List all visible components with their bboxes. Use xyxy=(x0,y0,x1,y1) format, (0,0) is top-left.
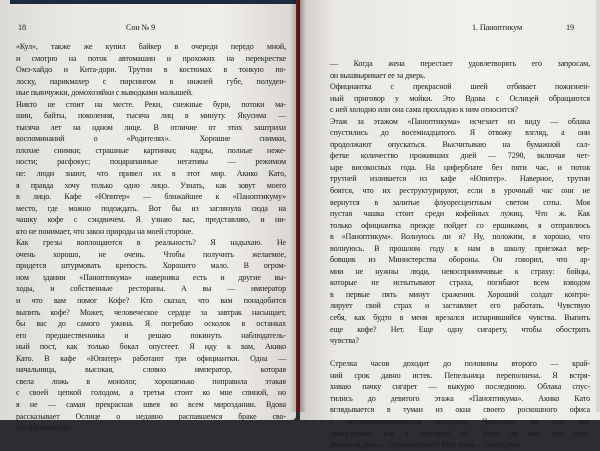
text-line: лоску, парикмахер с пирсингом в нижней губе, полуден- xyxy=(16,76,286,86)
text-line: Никто не стоит на месте. Реки, снежные бури, потоки ма- xyxy=(16,99,286,109)
text-line: чувства? xyxy=(330,336,359,346)
text-line: воспоминаний о «Родителях». Хорошие снимки, xyxy=(16,134,286,144)
text-line: он вышвыривает ее за дверь. xyxy=(330,70,426,80)
text-line: с кондиционированным воздухом. Чувствует ли она мое xyxy=(330,416,590,426)
text-line: Этаж за этажом «Паноптикума» исчезает из виду — облака xyxy=(330,116,590,126)
right-text-block xyxy=(330,58,590,451)
text-line: свела ложь в монолог, хорошенько поправила этакая xyxy=(16,376,286,386)
text-line: и смотрю на поток автомашин и прохожих на перекрестке xyxy=(16,53,286,63)
text-line: шин, байты, поколения, тысяча лиц в минуту. Якусима — xyxy=(16,111,286,121)
text-line: тились до девятого этажа «Паноптикума». Акико Като xyxy=(330,393,590,403)
left-page-number: 18 xyxy=(18,23,26,32)
text-line: ний срок давно истек. Пепельница переполнена. Я встря- xyxy=(330,370,590,380)
cover-edge xyxy=(10,0,296,4)
text-line: которые не испытывают страха, погибают всем взводом xyxy=(330,278,590,288)
text-line: — Когда жена перестает удовлетворять его запросам, xyxy=(330,59,590,68)
paragraph-gap xyxy=(330,347,590,359)
text-line: с своей цепкой голодом, а третья стоит ко мне спиной, но xyxy=(16,388,286,398)
text-line: бовщик из Министерства обороны. Он говорил, что ар- xyxy=(330,255,590,265)
text-line: место, где можно подождать. Вот бы из заглянула сюда на xyxy=(16,203,286,213)
text-line: его парикмахера: xyxy=(16,423,73,433)
left-text-block xyxy=(16,41,286,434)
left-page xyxy=(0,0,296,433)
text-line: Омэ-хайдо и Китa-дори. Трутни в костюмах в тонкую по- xyxy=(16,65,286,75)
text-line: Официантка с прекрасной шеей отбивает пожизнен- xyxy=(330,82,590,92)
text-line: трутней изливается из кафе «Юпитер». Наверное, трутни xyxy=(330,174,590,184)
text-line: ходы, и собственные рестораны. А вы — император xyxy=(16,284,286,294)
text-line: присутствие, как я чувствую ее? Знает ли она, что сего- xyxy=(330,428,590,438)
text-line: мии не нужны люди, невосприимчивые к страху: бойцы, xyxy=(330,266,590,276)
right-page xyxy=(300,0,600,450)
text-line: лирует свой страх и заставляет его работать. Чувствую xyxy=(330,301,590,311)
text-line: себя, как будто в меня врезался испарившийся чувства. Выпить xyxy=(330,313,590,323)
text-line: ыре високосных года. На циферблате без пяти час, и поток xyxy=(330,162,590,172)
text-line: бы вас до самого ужина. Я погребаю осколок в останках xyxy=(16,319,286,329)
text-line: «Кул», также же купил байкер в очереди передо мной, xyxy=(16,42,286,51)
text-line: боятся, что их реструктурируют, если в урочный час они не xyxy=(330,186,590,196)
text-line: его предшественника и решаю покинуть наблюдатель- xyxy=(16,330,286,340)
left-running-head: Сон № 9 xyxy=(126,23,156,32)
text-line: не: люди знают, что привел их в этот мир. Акико Като, xyxy=(16,169,286,179)
page-stack-edge xyxy=(596,0,600,412)
text-line: хиваю пачку сигарет — выкурю последнюю. Облака спус- xyxy=(330,382,590,392)
text-line: начальница, высокая, словно император, которая xyxy=(16,365,286,375)
text-line: плохие снимки; страшные картинки; кадры, полные неже- xyxy=(16,145,286,155)
text-line: тысяча лет на одном лице. В отличие от этих заштрихи xyxy=(16,122,286,132)
text-line: чашку кофе с сэндвичем. Я узнаю вас, представляю, и ни- xyxy=(16,215,286,225)
text-line: я правда хочу только одно лицо. Узнать, как зовут моего xyxy=(16,180,286,190)
text-line: Как грезы воплощаются в реальность? Я надыхаю. Не xyxy=(16,238,286,248)
text-line: очень хорошо, не очень. Чтобы получить желаемое, xyxy=(16,249,286,259)
text-line: спустились до восемнадцатого. Я отвожу взгляд, а они xyxy=(330,128,590,138)
text-line: вернутся в залитые флуоресцентным светом соты. Моя xyxy=(330,197,590,207)
text-line: и что вам помог Кофе? Кто сказал, что вам понадобится xyxy=(16,296,286,306)
text-line: ные пьянчужки, домохозяйки с выводками малышей. xyxy=(16,88,193,98)
text-line: в лицо. Кафе «Юпитер» — ближайшее к «Паноптикуму» xyxy=(16,192,286,202)
text-line: я не — самая прекрасная швея во всем мироздании. Вдова xyxy=(16,399,286,409)
text-line: продолжают опускаться. Высчитываю на бумажной сал- xyxy=(330,139,590,149)
text-line: в первые пять минут сражения. Хороший солдат контро- xyxy=(330,289,590,299)
text-line: ный приговор у мойки. Это Вдова с Ослицей обращаются xyxy=(330,93,590,103)
text-line: пустая чашка стоит среди кофейных лужиц. Что ж. Как xyxy=(330,209,590,219)
text-line: в «Паноптикум». Волнуюсь ли я? Ну, положим, я хорошо, что xyxy=(330,232,590,242)
text-line: рассказывает Ослице о недавно распавшемся браке сво- xyxy=(16,411,286,421)
text-line: кто не понимает, что закон природы на моей стороне. xyxy=(16,226,194,236)
text-line: выпить кофе? Может, человеческое сердце за завтрак насыщает, xyxy=(16,307,286,317)
text-line: волнуюсь. В прошлом году к нам в школу приезжал вер- xyxy=(330,243,590,253)
right-running-head: 1. Паноптикум xyxy=(472,23,523,32)
text-line: дняшний день — судьбоносный? Еще одна — последняя xyxy=(330,440,520,450)
text-line: Като. В кафе «Юпитер» работают три официантки. Одна — xyxy=(16,353,286,363)
text-line: с ней холодно или она сама прохладно к ним относится? xyxy=(330,105,518,115)
text-line: ности; расфокус; поцарапанные негативы — режимом xyxy=(16,157,286,167)
text-line: еще кофе? Нет. Еще одну сигарету, чтобы обострить xyxy=(330,324,590,334)
text-line: только официантка прежде пойдет со ершиками, я отправлюсь xyxy=(330,220,590,230)
text-line: фетке количество проживших дней — 7290, включая чет- xyxy=(330,151,590,161)
text-line: вглядывается в туман из окна своего роскошного офиса xyxy=(330,405,590,415)
text-line: ном здании «Паноптикума» наверняка есть и другие вы- xyxy=(16,272,286,282)
text-line: Стрелка часов доходит до половины второго — край- xyxy=(330,359,590,369)
text-line: ный пост, как только бокал опустеет. Я иду к вам, Акико xyxy=(16,342,286,352)
right-page-number: 19 xyxy=(566,23,574,32)
text-line: придется штурмовать крепость. Хорошего мало. В огром- xyxy=(16,261,286,271)
